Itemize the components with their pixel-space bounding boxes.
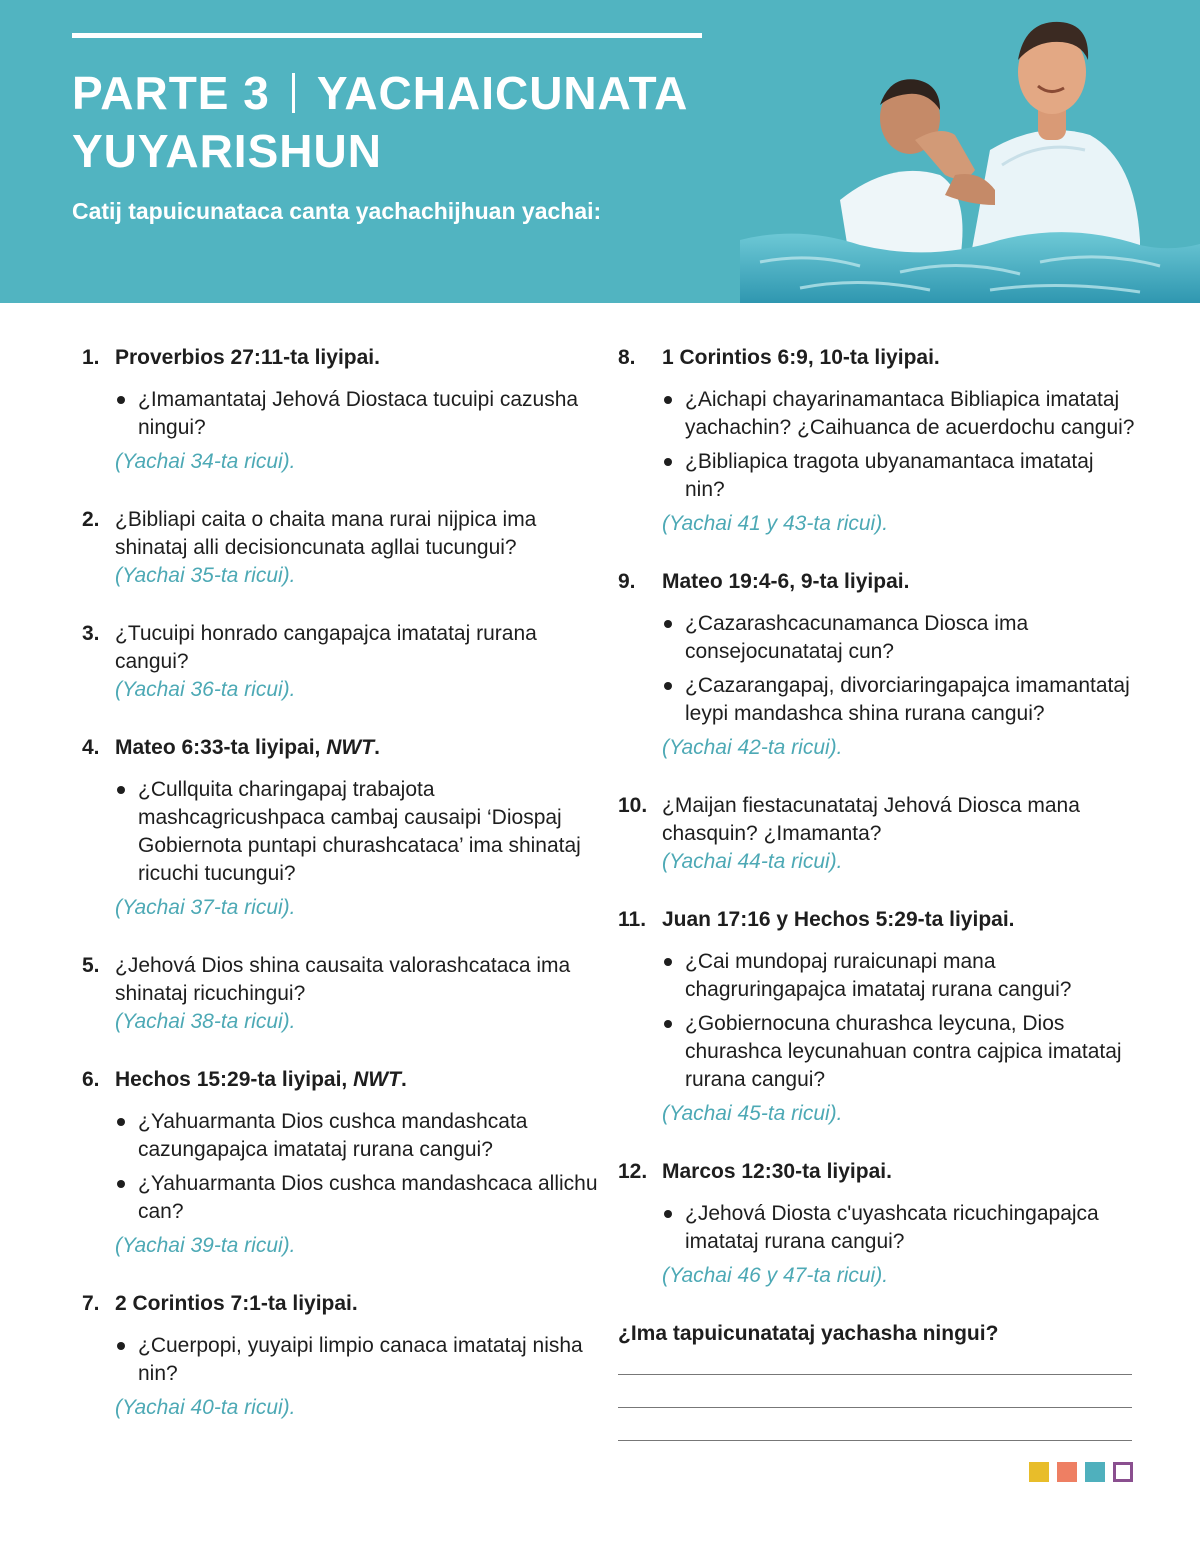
questions-right-column [618,344,1138,1441]
questions-left-column [82,344,602,1452]
bullet-icon [664,682,672,690]
question-number: 5. [82,954,100,977]
question-3 [82,620,602,704]
question-number: 11. [618,908,647,931]
teal-square-icon [1085,1462,1105,1482]
question-number: 3. [82,622,100,645]
bullet-item [618,448,1138,504]
yellow-square-icon [1029,1462,1049,1482]
bullet-icon [664,458,672,466]
bullet-text: ¿Yahuarmanta Dios cushca mandashcata cazungapajca imatataj rurana cangui? [138,1110,528,1161]
lesson-reference: (Yachai 44-ta ricui). [662,850,843,873]
bullet-icon [117,1342,125,1350]
heading-end: . [400,1068,407,1091]
bullet-item [82,776,602,888]
question-11 [618,906,1138,1128]
question-heading: 2 Corintios 7:1-ta liyipai. [115,1292,358,1315]
question-number: 6. [82,1068,100,1091]
question-number: 10. [618,794,648,817]
bullet-icon [664,958,672,966]
coral-square-icon [1057,1462,1077,1482]
question-number: 12. [618,1160,648,1183]
bullet-item [618,610,1138,666]
heading-text: Hechos 15:29-ta liyipai, [115,1068,348,1091]
heading-end: . [374,736,380,759]
baptism-illustration [740,0,1200,303]
notes-title: ¿Ima tapuicunatataj yachasha ningui? [618,1322,999,1345]
bullet-item [618,1200,1138,1256]
question-heading: 1 Corintios 6:9, 10-ta liyipai. [662,346,940,369]
bullet-item [618,948,1138,1004]
question-12 [618,1158,1138,1290]
note-line[interactable] [618,1374,1132,1375]
header-banner [0,0,1200,303]
bullet-icon [117,1180,125,1188]
bullet-icon [664,1210,672,1218]
question-number: 9. [618,570,636,593]
question-2 [82,506,602,590]
bullet-text: ¿Cuerpopi, yuyaipi limpio canaca imatataj nisha nin? [138,1334,583,1385]
lesson-reference: (Yachai 46 y 47-ta ricui). [662,1264,889,1287]
question-6 [82,1066,602,1260]
page-subtitle: Catij tapuicunataca canta yachachijhuan yachai: [72,198,602,224]
question-number: 8. [618,346,636,369]
question-number: 1. [82,346,100,369]
lesson-reference: (Yachai 35-ta ricui). [115,564,296,587]
lesson-reference: (Yachai 39-ta ricui). [115,1234,296,1257]
question-text: ¿Maijan fiestacunatataj Jehová Diosca mana chasquin? ¿Imamanta? [662,794,1080,845]
bullet-text: ¿Yahuarmanta Dios cushca mandashcaca allichu can? [138,1172,598,1223]
question-number: 7. [82,1292,100,1315]
bullet-item [618,1010,1138,1094]
bullet-text: ¿Cazarashcacunamanca Diosca ima consejocunatataj cun? [685,612,1029,663]
question-number: 2. [82,508,100,531]
note-line[interactable] [618,1440,1132,1441]
bullet-text: ¿Cazarangapaj, divorciaringapajca imamantataj leypi mandashca shina rurana cangui? [685,674,1130,725]
question-10 [618,792,1138,876]
question-8 [618,344,1138,538]
lesson-reference: (Yachai 37-ta ricui). [115,896,296,919]
question-heading: Juan 17:16 y Hechos 5:29-ta liyipai. [662,908,1015,931]
bullet-text: ¿Cai mundopaj ruraicunapi mana chagruringapajca imatataj rurana cangui? [685,950,1072,1001]
heading-version: NWT [353,1068,401,1091]
bullet-item [82,1170,602,1226]
bullet-icon [664,396,672,404]
note-line[interactable] [618,1407,1132,1408]
header-rule [72,33,702,38]
question-heading: Mateo 19:4-6, 9-ta liyipai. [662,570,910,593]
question-text: ¿Bibliapi caita o chaita mana rurai nijpica ima shinataj alli decisioncunata agllai tucungui? [115,508,537,559]
outline-square-icon [1113,1462,1133,1482]
question-1 [82,344,602,476]
bullet-icon [664,620,672,628]
lesson-reference: (Yachai 45-ta ricui). [662,1102,843,1125]
question-5 [82,952,602,1036]
bullet-item [618,672,1138,728]
bullet-icon [664,1020,672,1028]
question-heading [115,734,602,762]
question-9 [618,568,1138,762]
bullet-text: ¿Cullquita charingapaj trabajota mashcagricushpaca cambaj causaipi ‘Diospaj Gobiernota puntapi churashcataca’ ima shinataj ricuchi tucungui? [138,778,581,885]
question-text: ¿Jehová Dios shina causaita valorashcataca ima shinataj ricuchingui? [115,954,571,1005]
bullet-icon [117,786,125,794]
title-separator [292,73,295,113]
bullet-item [82,1332,602,1388]
lesson-reference: (Yachai 41 y 43-ta ricui). [662,512,889,535]
bullet-text: ¿Gobiernocuna churashca leycuna, Dios churashca leycunahuan contra cajpica imatataj rurana cangui? [685,1012,1122,1091]
bullet-item [82,1108,602,1164]
lesson-reference: (Yachai 34-ta ricui). [115,450,296,473]
question-4 [82,734,602,922]
bullet-text: ¿Aichapi chayarinamantaca Bibliapica imatataj yachachin? ¿Caihuanca de acuerdochu cangui? [685,388,1135,439]
lesson-reference: (Yachai 40-ta ricui). [115,1396,296,1419]
bullet-text: ¿Imamantataj Jehová Diostaca tucuipi cazusha ningui? [138,388,579,439]
bullet-text: ¿Jehová Diosta c'uyashcata ricuchingapajca imatataj rurana cangui? [685,1202,1099,1253]
heading-text: Mateo 6:33-ta liyipai, [115,736,321,759]
lesson-reference: (Yachai 36-ta ricui). [115,678,296,701]
title-part: PARTE 3 [72,67,270,119]
page-title [72,64,732,180]
question-text: ¿Tucuipi honrado cangapajca imatataj rurana cangui? [115,622,537,673]
bullet-item [82,386,602,442]
bullet-item [618,386,1138,442]
lesson-reference: (Yachai 42-ta ricui). [662,736,843,759]
question-number: 4. [82,736,100,759]
question-heading [115,1066,602,1094]
question-heading: Marcos 12:30-ta liyipai. [662,1160,892,1183]
title-main: YACHAICUNATA YUYARISHUN [72,67,687,177]
bullet-icon [117,396,125,404]
lesson-reference: (Yachai 38-ta ricui). [115,1010,296,1033]
question-7 [82,1290,602,1422]
bullet-text: ¿Bibliapica tragota ubyanamantaca imatataj nin? [685,450,1094,501]
heading-version: NWT [326,736,375,759]
question-heading: Proverbios 27:11-ta liyipai. [115,346,380,369]
color-squares [1029,1462,1133,1482]
bullet-icon [117,1118,125,1126]
